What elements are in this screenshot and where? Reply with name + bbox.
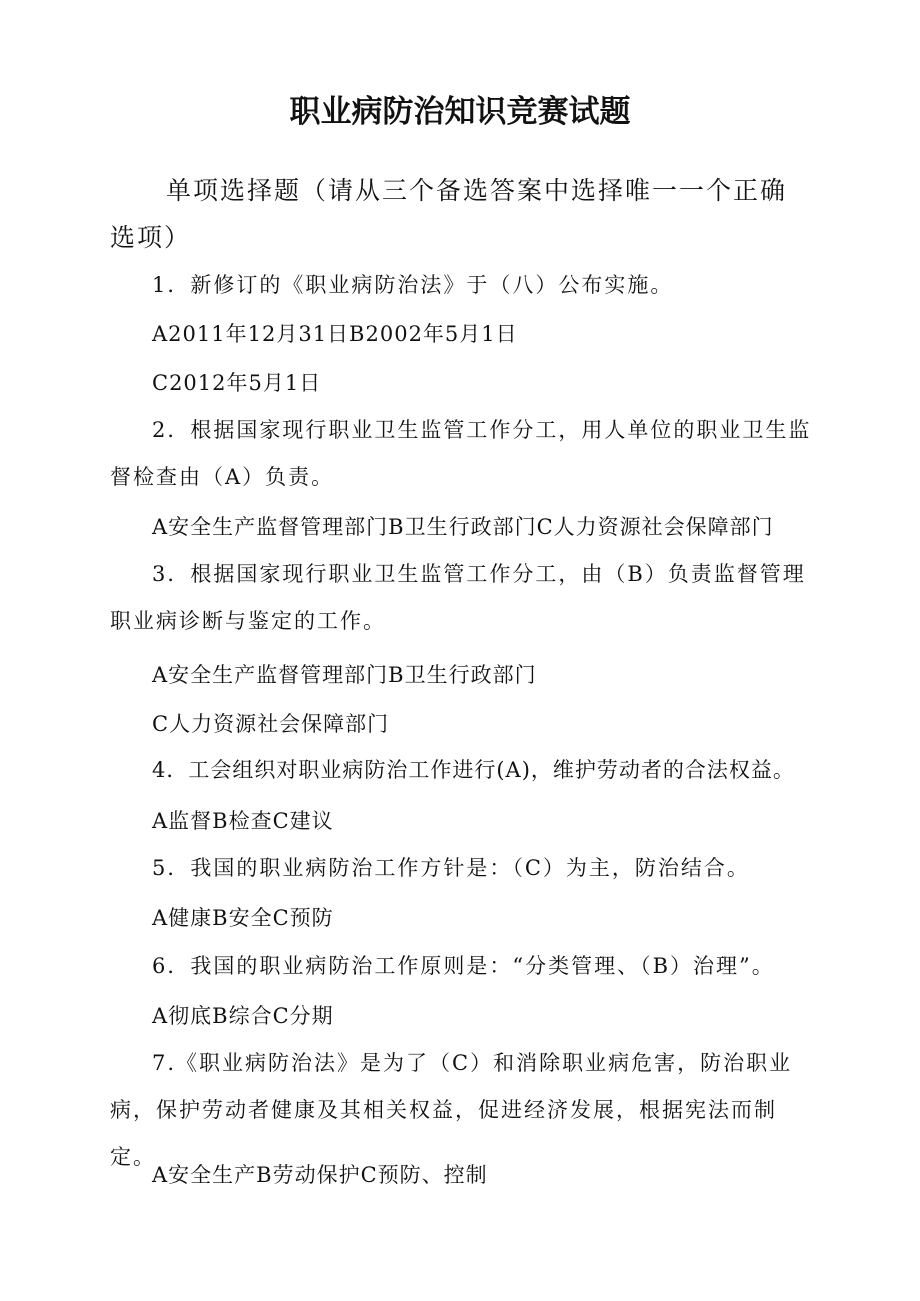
question-2: 2．根据国家现行职业卫生监管工作分工，用人单位的职业卫生监督检查由（A）负责。 (110, 418, 812, 489)
question-4-options: A监督B检查C建议 (152, 809, 334, 833)
question-6: 6．我国的职业病防治工作原则是：“分类管理、（B）治理”。 (152, 954, 775, 978)
question-7-options: A安全生产B劳动保护C预防、控制 (152, 1163, 488, 1187)
question-3-options-line-2: C人力资源社会保障部门 (152, 712, 390, 736)
question-5: 5．我国的职业病防治工作方针是：（C）为主，防治结合。 (152, 856, 750, 880)
question-3-options-line-1: A安全生产监督管理部门B卫生行政部门 (152, 663, 537, 687)
question-1-options-line-1: A2011年12月31日B2002年5月1日 (152, 322, 518, 346)
question-5-options: A健康B安全C预防 (152, 906, 334, 930)
question-4: 4．工会组织对职业病防治工作进行(A)，维护劳动者的合法权益。 (152, 758, 795, 782)
question-6-options: A彻底B综合C分期 (152, 1004, 334, 1028)
question-7: 7.《职业病防治法》是为了（C）和消除职业病危害，防治职业病，保护劳动者健康及其相关权益，促进经济发展，根据宪法而制定。 (110, 1051, 793, 1169)
question-2-options: A安全生产监督管理部门B卫生行政部门C人力资源社会保障部门 (152, 515, 774, 539)
document-title: 职业病防治知识竞赛试题 (289, 94, 631, 130)
question-3: 3．根据国家现行职业卫生监管工作分工，由（B）负责监督管理职业病诊断与鉴定的工作。 (110, 562, 806, 633)
question-1-options-line-2: C2012年5月1日 (152, 371, 322, 395)
question-1: 1．新修订的《职业病防治法》于（八）公布实施。 (152, 273, 674, 297)
section-heading: 单项选择题（请从三个备选答案中选择唯一一个正确选项） (110, 176, 788, 252)
